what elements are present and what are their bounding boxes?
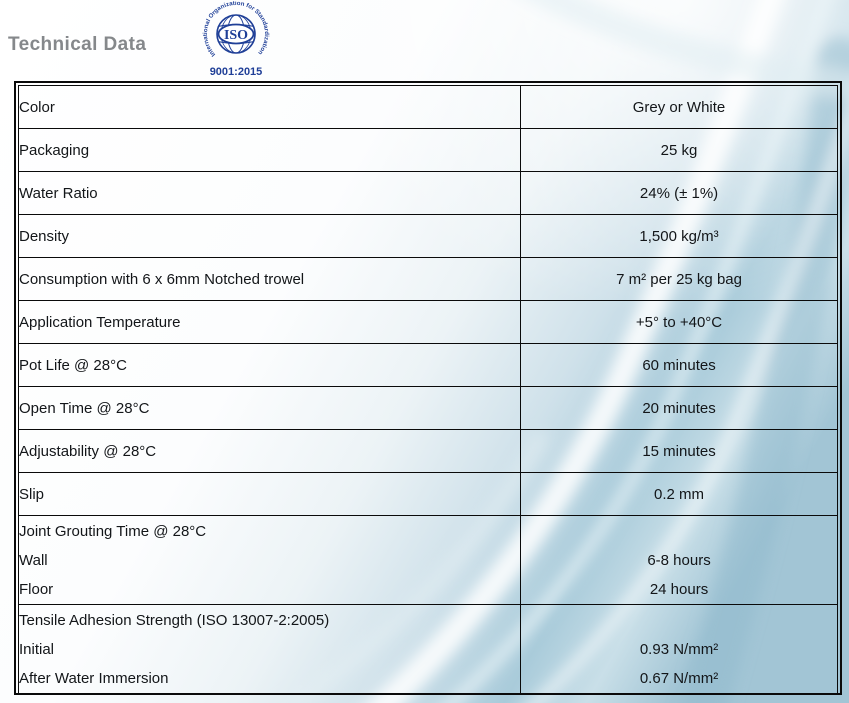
table-row-adjustability [19,430,838,473]
spec-value: Grey or White [521,86,838,129]
spec-subvalue: 24 hours [649,581,709,598]
page-title: Technical Data [8,34,147,55]
spec-value: +5° to +40°C [521,301,838,344]
spec-label: Slip [19,473,521,516]
table-row-application-temperature [19,301,838,344]
spec-value: 15 minutes [521,430,838,473]
table-row-water-ratio [19,172,838,215]
spec-label: Density [19,215,521,258]
spec-value: 60 minutes [521,344,838,387]
spec-label: Open Time @ 28°C [19,387,521,430]
table-row-joint-grouting-time [19,516,838,605]
spec-subvalue: 0.93 N/mm² [639,641,719,658]
table-row-tensile-adhesion-strength [19,605,838,694]
spec-label: Pot Life @ 28°C [19,344,521,387]
table-row-packaging [19,129,838,172]
spec-sublabel: Initial [19,641,55,658]
iso-arc-text: International Organization for Standardization [202,1,270,58]
spec-value: 20 minutes [521,387,838,430]
iso-badge-text: ISO [223,28,249,44]
spec-value: 7 m² per 25 kg bag [521,258,838,301]
spec-sublabel: Wall [19,552,48,569]
spec-value: 1,500 kg/m³ [521,215,838,258]
spec-group-label: Tensile Adhesion Strength (ISO 13007-2:2005) [19,612,330,629]
spec-subvalue: 6-8 hours [647,552,711,569]
technical-data-table [14,81,842,695]
table-row-color [19,86,838,129]
spec-value-spacer [521,517,837,546]
spec-group-label: Joint Grouting Time @ 28°C [19,523,207,540]
spec-label: Color [19,86,521,129]
spec-value: 0.2 mm [521,473,838,516]
iso-9001-2015-logo [190,1,282,81]
spec-value: 24% (± 1%) [521,172,838,215]
spec-value: 25 kg [521,129,838,172]
spec-sublabel: After Water Immersion [19,670,169,687]
spec-label: Water Ratio [19,172,521,215]
spec-value-spacer [521,606,837,635]
spec-subvalue: 0.67 N/mm² [639,670,719,687]
table-row-slip [19,473,838,516]
spec-label: Consumption with 6 x 6mm Notched trowel [19,258,521,301]
table-row-density [19,215,838,258]
spec-label: Application Temperature [19,301,521,344]
table-row-pot-life [19,344,838,387]
iso-certification-number: 9001:2015 [209,66,263,78]
spec-label: Adjustability @ 28°C [19,430,521,473]
spec-label: Packaging [19,129,521,172]
spec-sublabel: Floor [19,581,54,598]
table-row-open-time [19,387,838,430]
table-row-consumption [19,258,838,301]
